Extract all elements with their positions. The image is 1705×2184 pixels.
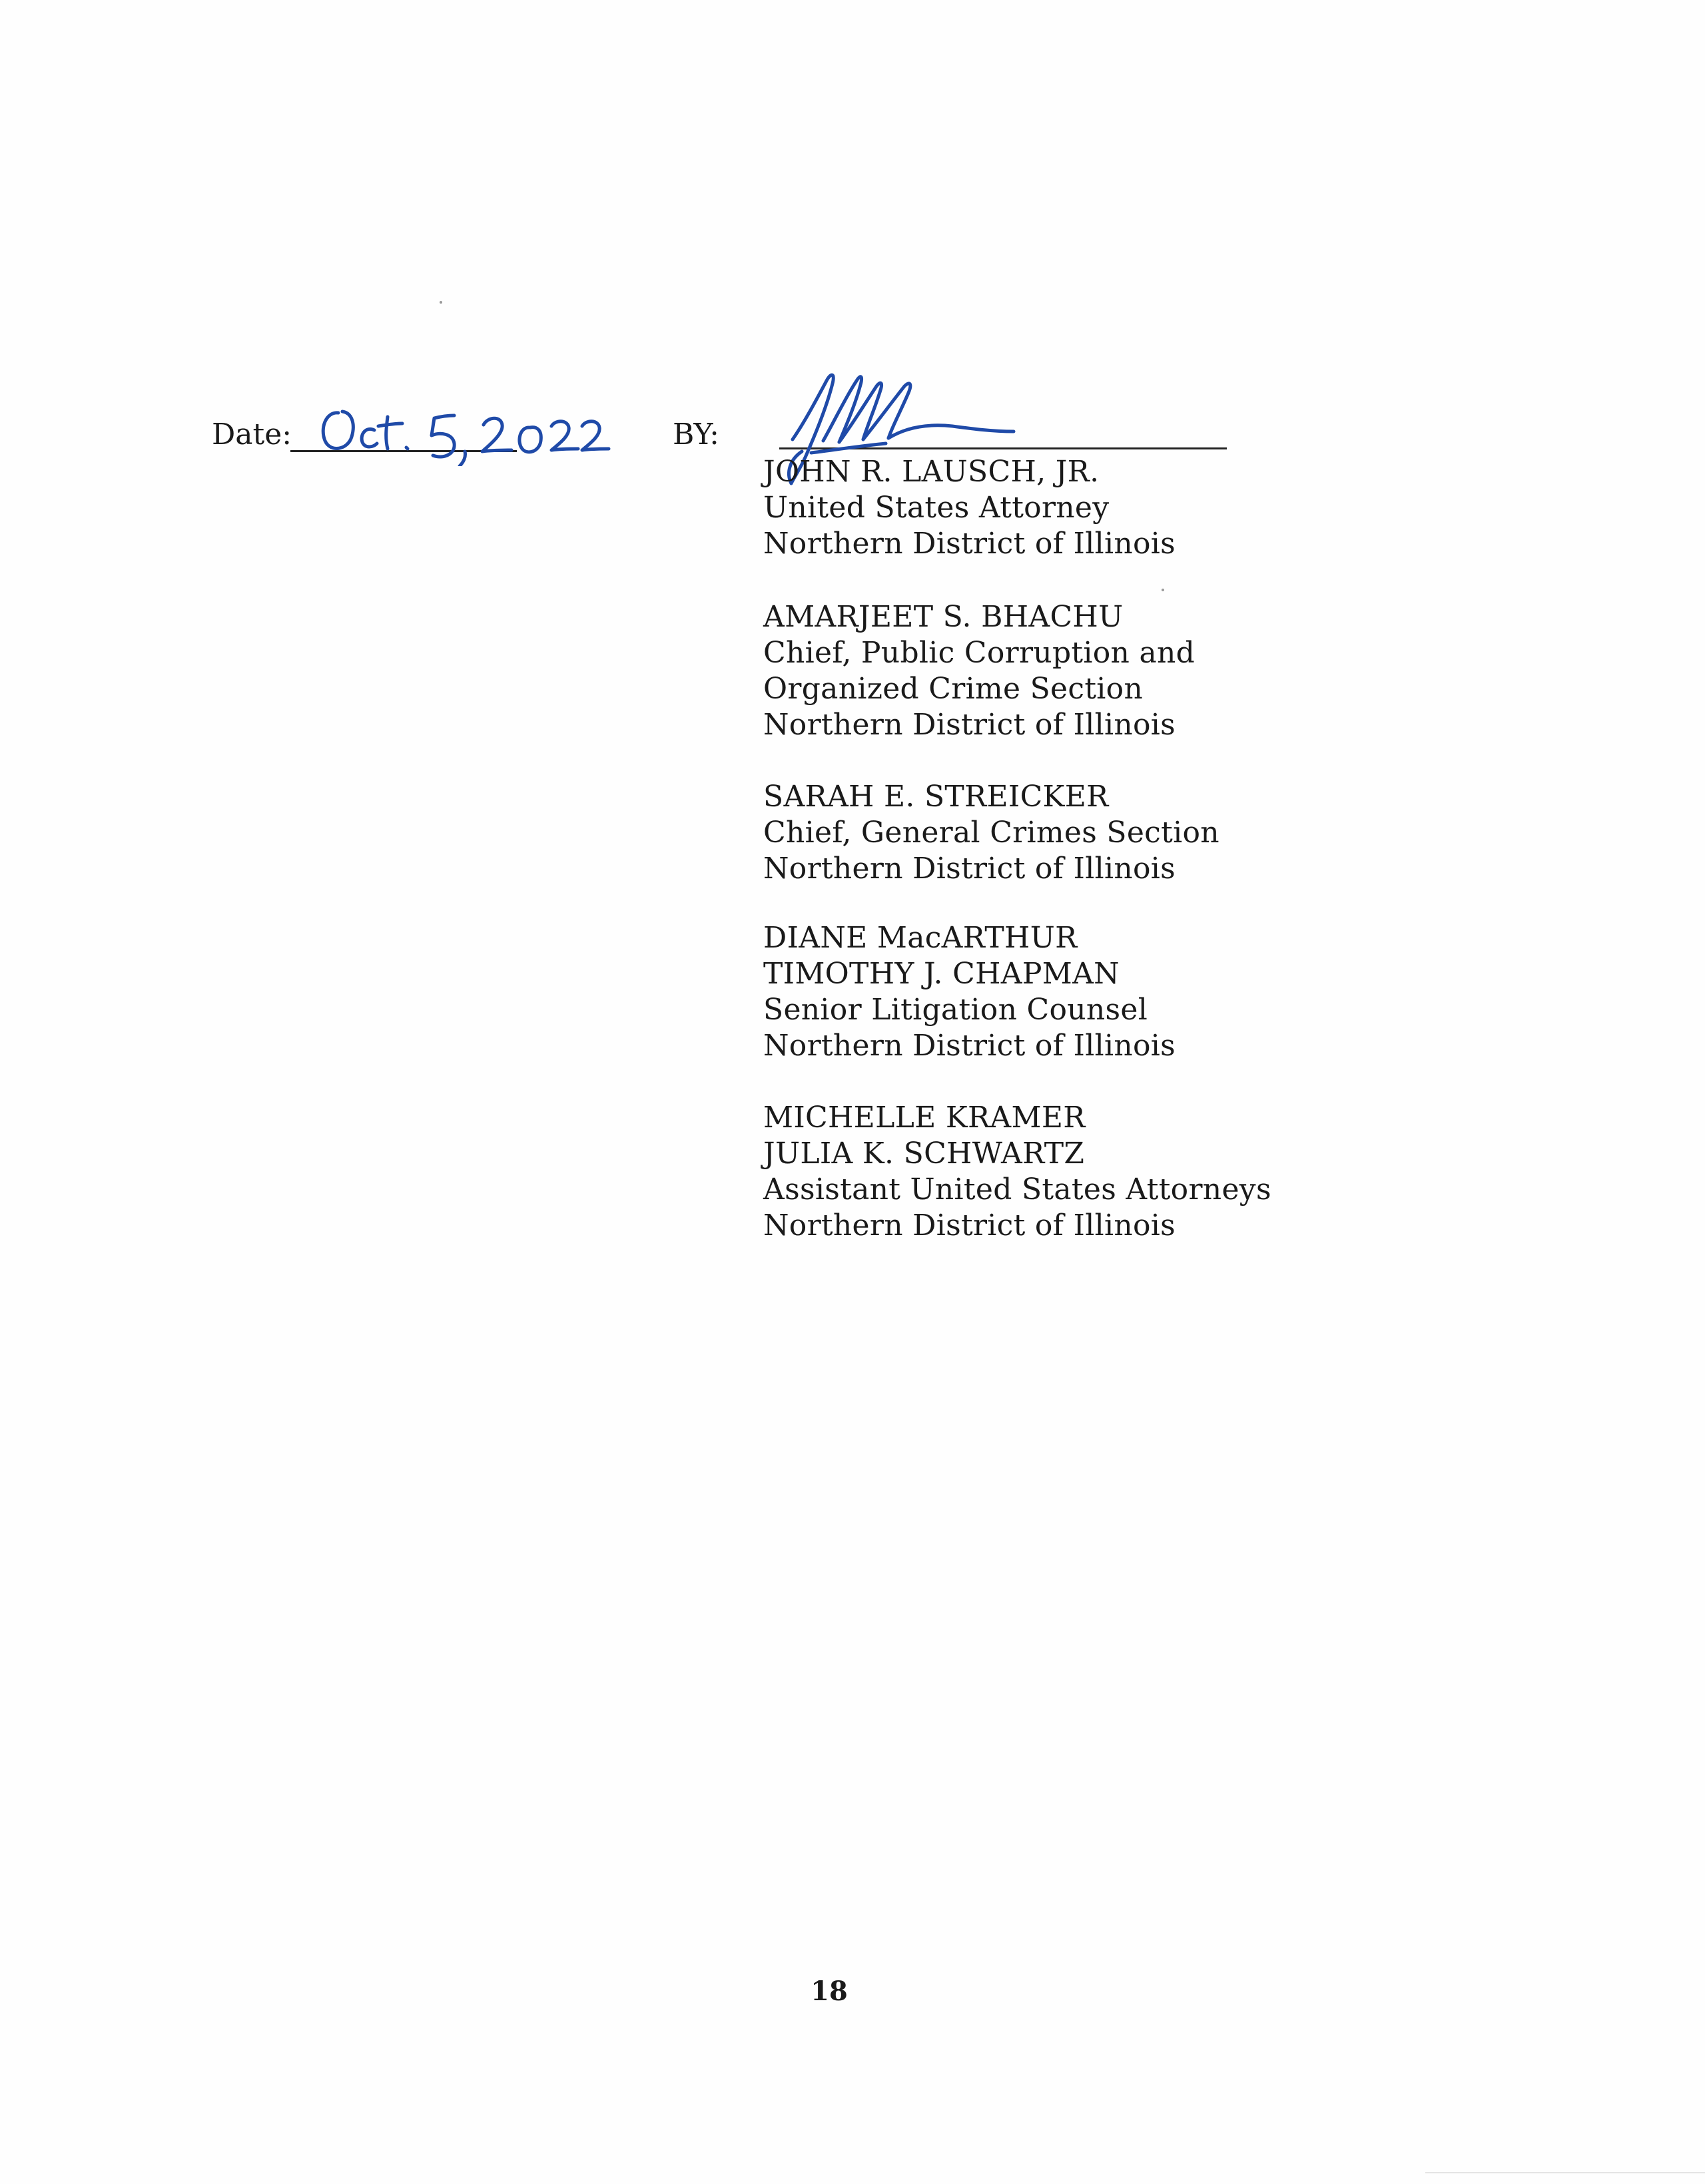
signatory-block-lausch: [763, 454, 1176, 562]
signatory-block-macarthur-chapman: [763, 920, 1176, 1064]
signatory-name: AMARJEET S. BHACHU: [763, 600, 1124, 634]
page-number: 18: [811, 1976, 848, 2007]
signatory-name: SARAH E. STREICKER: [763, 780, 1109, 814]
signatory-name: MICHELLE KRAMER: [763, 1101, 1086, 1135]
signatory-district: Northern District of Illinois: [763, 708, 1176, 742]
signatory-title: Organized Crime Section: [763, 672, 1144, 706]
date-label: Date:: [212, 417, 292, 451]
signatory-title: Senior Litigation Counsel: [763, 993, 1148, 1027]
signatory-block-kramer-schwartz: [763, 1100, 1271, 1244]
scan-speck: [440, 301, 442, 304]
scan-speck: [1162, 589, 1164, 591]
handwritten-date-text: Oct. 5, 2022: [313, 393, 318, 394]
handwritten-date: [313, 393, 613, 466]
signatory-name: DIANE MacARTHUR: [763, 921, 1078, 955]
signatory-title: United States Attorney: [763, 491, 1110, 525]
scan-edge-line: [1425, 2172, 1705, 2173]
signatory-name: TIMOTHY J. CHAPMAN: [763, 957, 1120, 991]
signatory-title: Chief, General Crimes Section: [763, 816, 1219, 850]
signatory-name: JULIA K. SCHWARTZ: [763, 1137, 1085, 1171]
by-label: BY:: [673, 417, 719, 451]
signatory-block-bhachu: [763, 599, 1195, 743]
signatory-title: Assistant United States Attorneys: [763, 1173, 1271, 1207]
signatory-name: JOHN R. LAUSCH, JR.: [763, 455, 1100, 489]
signatory-district: Northern District of Illinois: [763, 852, 1176, 886]
signatory-title: Chief, Public Corruption and: [763, 636, 1195, 670]
signatory-district: Northern District of Illinois: [763, 527, 1176, 561]
signatory-district: Northern District of Illinois: [763, 1029, 1176, 1063]
signatory-district: Northern District of Illinois: [763, 1209, 1176, 1242]
signatory-block-streicker: [763, 779, 1219, 887]
